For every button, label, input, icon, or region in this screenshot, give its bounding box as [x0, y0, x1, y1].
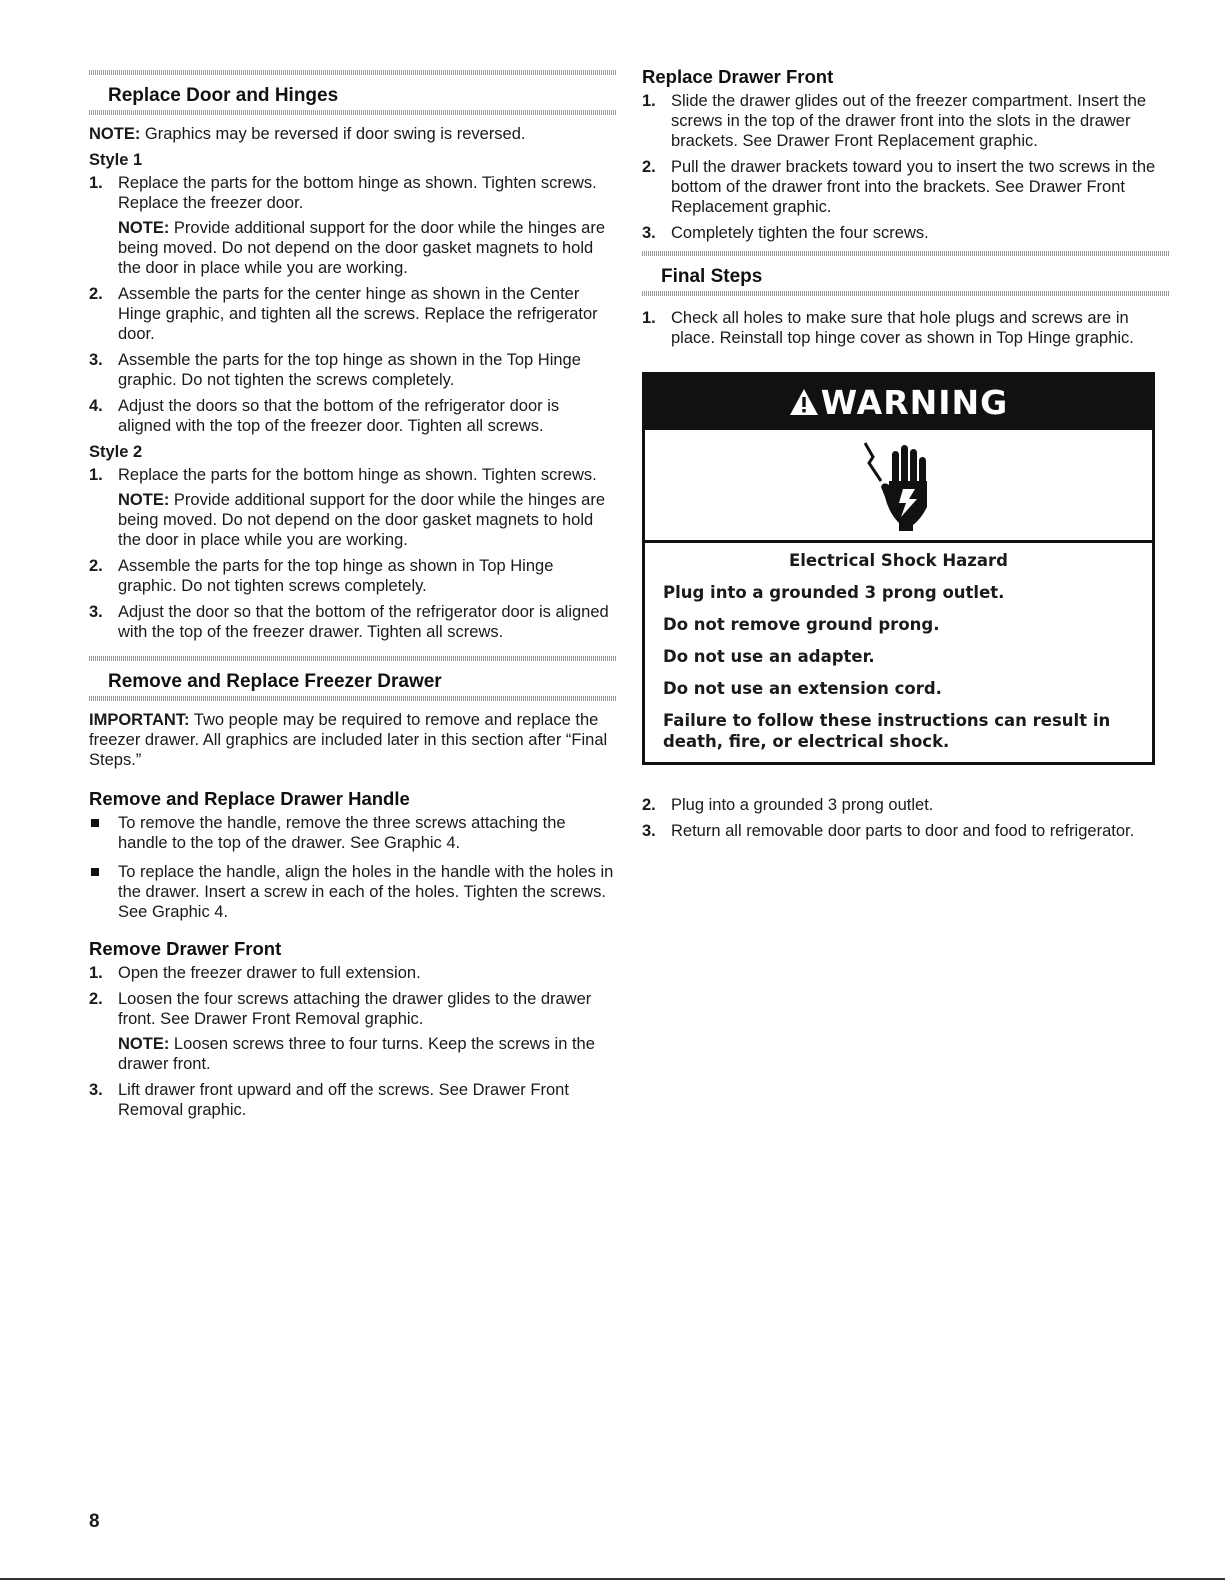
- dotted-rule: [89, 696, 616, 701]
- dotted-rule: [89, 110, 616, 115]
- section-header-final-steps: [642, 251, 1170, 296]
- item-number: 2.: [642, 796, 656, 814]
- left-column: [89, 70, 616, 1126]
- section-header-replace-door: [89, 70, 616, 115]
- list-item: [642, 308, 1170, 348]
- item-text: To remove the handle, remove the three screws attaching the handle to the top of the drawer. See Graphic 4.: [118, 814, 566, 852]
- note-label: NOTE:: [118, 219, 170, 237]
- style-1-label: Style 1: [89, 151, 143, 169]
- list-item: [642, 157, 1170, 217]
- list-item: [89, 173, 616, 278]
- item-text: Assemble the parts for the center hinge as shown in the Center Hinge graphic, and tighten all the screws. Replace the refrigerator door.: [118, 285, 598, 343]
- item-text: Plug into a grounded 3 prong outlet.: [671, 796, 934, 814]
- warning-title: WARNING: [820, 383, 1009, 422]
- item-text: Slide the drawer glides out of the freezer compartment. Insert the screws in the top of the drawer front into the slots in the drawer brackets. See Drawer Front Replacement graphic.: [671, 92, 1147, 150]
- section-header-freezer-drawer: [89, 656, 616, 701]
- item-text: Assemble the parts for the top hinge as shown in the Top Hinge graphic. Do not tighten the screws completely.: [118, 351, 581, 389]
- item-number: 1.: [89, 964, 103, 982]
- list-item: [89, 813, 616, 853]
- list-item: [89, 350, 616, 390]
- item-number: 1.: [642, 92, 656, 110]
- bullet-icon: [91, 819, 99, 827]
- item-number: 3.: [89, 1081, 103, 1099]
- item-number: 3.: [89, 603, 103, 621]
- list-item: [89, 602, 616, 642]
- note-text: Provide additional support for the door while the hinges are being moved. Do not depend on the door gasket magnets to hold the door in place while you are working.: [118, 491, 606, 549]
- list-item: [89, 465, 616, 550]
- subsection-title: Replace Drawer Front: [642, 66, 834, 87]
- item-text: To replace the handle, align the holes in the handle with the holes in the drawer. Insert a screw in each of the holes. Tighten the screws. See Graphic 4.: [118, 863, 614, 921]
- warning-line: Do not use an extension cord.: [663, 679, 942, 698]
- list-item: [642, 795, 1170, 815]
- note-label: NOTE:: [89, 125, 141, 143]
- item-note: [118, 490, 616, 550]
- item-text: Loosen the four screws attaching the drawer glides to the drawer front. See Drawer Front Removal graphic.: [118, 990, 592, 1028]
- subsection-title: Remove Drawer Front: [89, 938, 282, 959]
- note-label: NOTE:: [118, 491, 170, 509]
- section-title: Final Steps: [661, 266, 763, 287]
- item-text: Adjust the door so that the bottom of the refrigerator door is aligned with the top of the freezer drawer. Tighten all screws.: [118, 603, 609, 641]
- bottom-border: [0, 1578, 1225, 1580]
- item-number: 1.: [642, 309, 656, 327]
- list-item: [89, 284, 616, 344]
- item-number: 1.: [89, 466, 103, 484]
- note-text: Provide additional support for the door while the hinges are being moved. Do not depend on the door gasket magnets to hold the door in place while you are working.: [118, 219, 606, 277]
- warning-line: Do not remove ground prong.: [663, 615, 940, 634]
- list-item: [89, 862, 616, 922]
- item-number: 2.: [89, 285, 103, 303]
- item-number: 3.: [89, 351, 103, 369]
- note-text: Loosen screws three to four turns. Keep the screws in the drawer front.: [118, 1035, 595, 1073]
- warning-header: [645, 375, 1152, 430]
- item-number: 2.: [89, 990, 103, 1008]
- section-title: Replace Door and Hinges: [108, 85, 339, 106]
- hazard-title: Electrical Shock Hazard: [789, 551, 1008, 570]
- remove-front-list: [89, 963, 616, 1120]
- item-text: Open the freezer drawer to full extension.: [118, 964, 421, 982]
- after-warning-list: [642, 795, 1170, 841]
- list-item: [89, 396, 616, 436]
- item-note: [118, 218, 616, 278]
- important-label: IMPORTANT:: [89, 711, 190, 729]
- item-text: Replace the parts for the bottom hinge as shown. Tighten screws.: [118, 466, 597, 484]
- item-text: Replace the parts for the bottom hinge as shown. Tighten screws. Replace the freezer door.: [118, 174, 597, 212]
- note-text: Graphics may be reversed if door swing is reversed.: [140, 125, 526, 143]
- item-number: 4.: [89, 397, 103, 415]
- page-number: 8: [89, 1511, 100, 1532]
- list-item: [642, 821, 1170, 841]
- style-2-list: [89, 465, 616, 642]
- note-label: NOTE:: [118, 1035, 170, 1053]
- important-text: Two people may be required to remove and replace the freezer drawer. All graphics are included later in this section after “Final Steps.”: [89, 711, 608, 769]
- subsection-title: Remove and Replace Drawer Handle: [89, 788, 410, 809]
- list-item: [642, 223, 1170, 243]
- item-text: Adjust the doors so that the bottom of the refrigerator door is aligned with the top of the freezer door. Tighten all screws.: [118, 397, 560, 435]
- item-text: Pull the drawer brackets toward you to insert the two screws in the bottom of the drawer front into the brackets. See Drawer Front Replacement graphic.: [671, 158, 1156, 216]
- list-item: [642, 91, 1170, 151]
- style-1-list: [89, 173, 616, 436]
- warning-box: [642, 372, 1155, 765]
- electrical-shock-hand-icon: [645, 430, 1152, 543]
- item-text: Lift drawer front upward and off the screws. See Drawer Front Removal graphic.: [118, 1081, 569, 1119]
- warning-line: Plug into a grounded 3 prong outlet.: [663, 583, 1005, 602]
- item-number: 2.: [642, 158, 656, 176]
- handle-list: [89, 813, 616, 922]
- right-column: [642, 66, 1170, 847]
- warning-body: [645, 543, 1152, 762]
- replace-front-list: [642, 91, 1170, 243]
- item-number: 3.: [642, 822, 656, 840]
- list-item: [89, 989, 616, 1074]
- list-item: [89, 963, 616, 983]
- section-title: Remove and Replace Freezer Drawer: [108, 671, 442, 692]
- list-item: [89, 1080, 616, 1120]
- important-paragraph: [89, 710, 616, 770]
- item-text: Return all removable door parts to door and food to refrigerator.: [671, 822, 1135, 840]
- item-text: Completely tighten the four screws.: [671, 224, 929, 242]
- item-text: Check all holes to make sure that hole plugs and screws are in place. Reinstall top hinge cover as shown in Top Hinge graphic.: [671, 309, 1134, 347]
- note-paragraph: [89, 124, 616, 144]
- list-item: [89, 556, 616, 596]
- item-number: 3.: [642, 224, 656, 242]
- bullet-icon: [91, 868, 99, 876]
- item-text: Assemble the parts for the top hinge as shown in Top Hinge graphic. Do not tighten screws completely.: [118, 557, 554, 595]
- dotted-rule: [642, 291, 1170, 296]
- style-2-label: Style 2: [89, 443, 143, 461]
- warning-line: Failure to follow these instructions can result in death, fire, or electrical shock.: [663, 711, 1111, 751]
- final-steps-list: [642, 308, 1170, 348]
- item-note: [118, 1034, 616, 1074]
- warning-line: Do not use an adapter.: [663, 647, 875, 666]
- warning-triangle-icon: [789, 385, 819, 425]
- item-number: 1.: [89, 174, 103, 192]
- item-number: 2.: [89, 557, 103, 575]
